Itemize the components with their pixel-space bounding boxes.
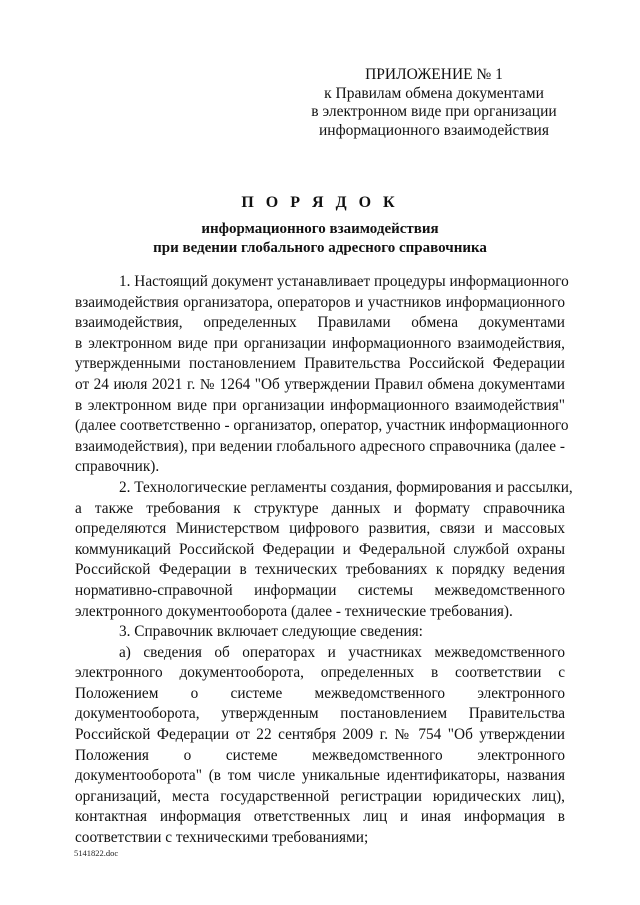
paragraph-2-line: а также требования к структуре данных и формату справочника bbox=[75, 499, 565, 517]
paragraph-1-line: взаимодействия организатора, операторов и участников информационного bbox=[75, 293, 565, 311]
subtitle-line: информационного взаимодействия bbox=[201, 221, 439, 237]
paragraph-3a-line: документооборота, утвержденным постановлением Правительства bbox=[75, 705, 565, 723]
paragraph-2-line: Российской Федерации в технических требованиях к порядку ведения bbox=[75, 561, 565, 579]
paragraph-3a-line: электронного документооборота, определенных в соответствии с bbox=[75, 664, 565, 682]
paragraph-3a-line: а) сведения об операторах и участниках межведомственного bbox=[119, 643, 565, 661]
paragraph-2-line: 2. Технологические регламенты создания, формирования и рассылки, bbox=[119, 478, 573, 496]
document-title: П О Р Я Д О К bbox=[241, 194, 399, 211]
paragraph-2-line: коммуникаций Российской Федерации и Федеральной службой охраны bbox=[75, 540, 565, 558]
paragraph-3a-line: контактная информация ответственных лиц и иная информация в bbox=[75, 808, 565, 826]
document-body bbox=[75, 272, 573, 849]
paragraph-3a-line: организаций, места государственной регистрации юридических лиц), bbox=[75, 787, 565, 805]
paragraph-3a-line: соответствии с техническими требованиями; bbox=[75, 829, 369, 847]
appendix-line: в электронном виде при организации bbox=[311, 103, 557, 120]
paragraph-1-line: взаимодействия), при ведении глобального адресного справочника (далее - bbox=[75, 437, 565, 455]
paragraph-1-line: 1. Настоящий документ устанавливает процедуры информационного bbox=[119, 273, 569, 290]
paragraph-3a-line: Положением о системе межведомственного электронного bbox=[75, 684, 565, 702]
document-subtitle bbox=[0, 220, 640, 257]
paragraph-1-line: (далее соответственно - организатор, оператор, участник информационного bbox=[75, 417, 569, 435]
paragraph-1-line: справочник). bbox=[75, 458, 160, 476]
file-name-footer: 5141822.doc bbox=[74, 848, 119, 858]
paragraph-2-line: нормативно-справочной информации системы межведомственного bbox=[75, 581, 565, 599]
paragraph-1-line: в электронном виде при организации информационного взаимодействия, bbox=[75, 334, 565, 352]
paragraph-2-line: определяются Министерством цифрового развития, связи и массовых bbox=[75, 520, 565, 538]
appendix-line: к Правилам обмена документами bbox=[324, 84, 544, 102]
appendix-number: ПРИЛОЖЕНИЕ № 1 bbox=[365, 66, 503, 83]
paragraph-3-line: 3. Справочник включает следующие сведения: bbox=[119, 623, 423, 641]
paragraph-1-line: в электронном виде при организации информационного взаимодействия" bbox=[75, 396, 565, 414]
paragraph-2-line: электронного документооборота (далее - технические требования). bbox=[75, 602, 513, 620]
paragraph-1-line: взаимодействия, определенных Правилами обмена документами bbox=[75, 314, 565, 332]
subtitle-line: при ведении глобального адресного справочника bbox=[153, 239, 487, 256]
appendix-header bbox=[300, 66, 568, 140]
paragraph-3a-line: документооборота" (в том числе уникальные идентификаторы, названия bbox=[75, 767, 565, 785]
appendix-line: информационного взаимодействия bbox=[319, 121, 549, 139]
paragraph-1-line: от 24 июля 2021 г. № 1264 "Об утверждении Правил обмена документами bbox=[75, 375, 565, 393]
paragraph-3a-line: Положения о системе межведомственного электронного bbox=[75, 746, 565, 764]
paragraph-3a-line: Российской Федерации от 22 сентября 2009 г. № 754 "Об утверждении bbox=[75, 726, 565, 744]
paragraph-1-line: утвержденными постановлением Правительства Российской Федерации bbox=[75, 355, 565, 373]
